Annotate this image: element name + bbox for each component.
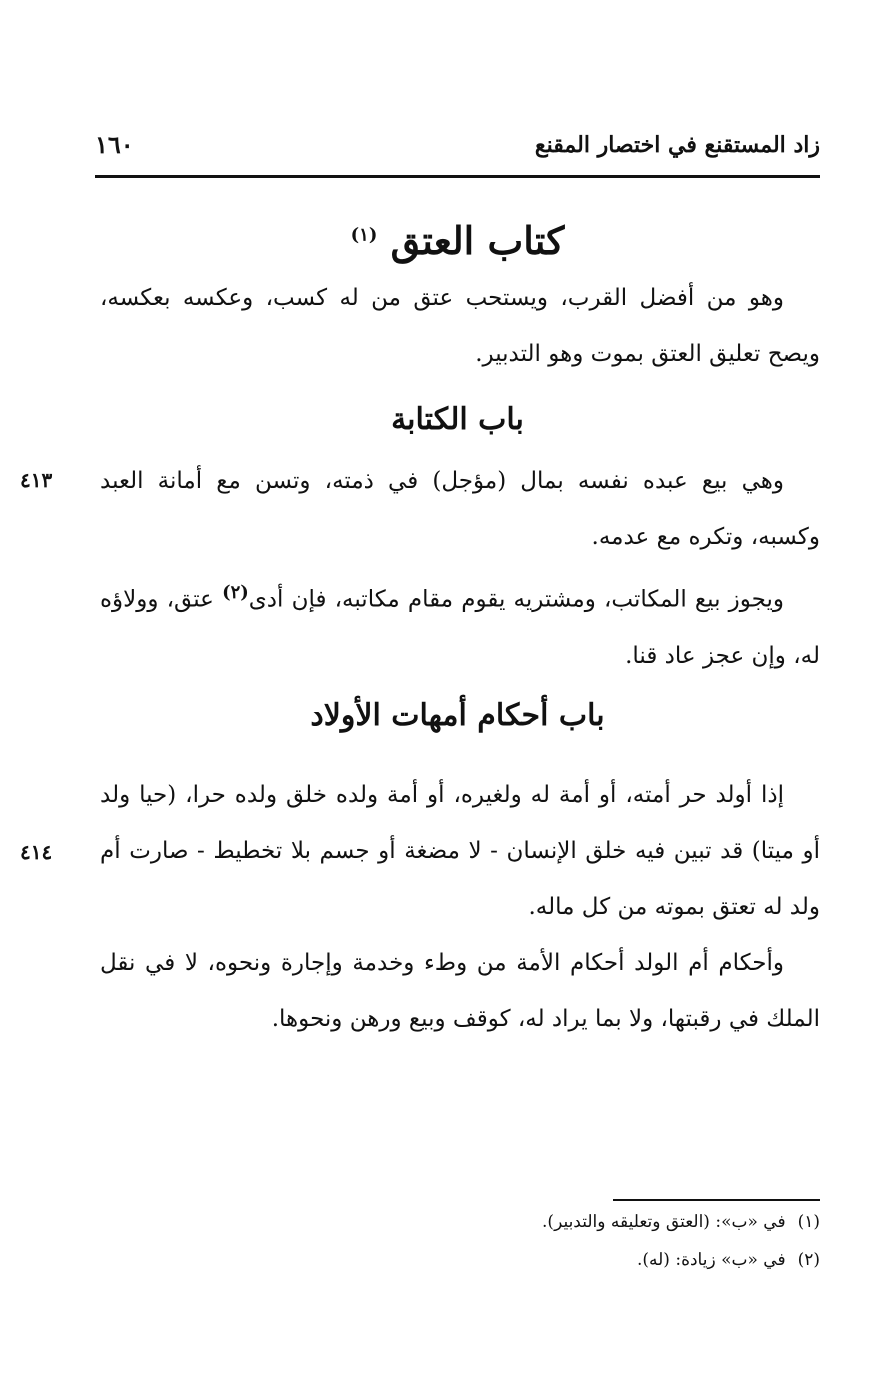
running-header bbox=[95, 128, 820, 172]
footnote-1-number: (١) bbox=[797, 1212, 820, 1232]
book-title-text: كتاب العتق bbox=[390, 218, 565, 263]
paragraph-kitaba-definition-text: وهي بيع عبده نفسه بمال (مؤجل) في ذمته، وتسن مع أمانة العبد وكسبه، وتكره مع عدمه. bbox=[100, 468, 820, 550]
footnote-ref-1: (١) bbox=[350, 224, 378, 246]
margin-number-414: ٤١٤ bbox=[20, 840, 53, 864]
chapter-title-kitaba: باب الكتابة bbox=[391, 402, 524, 437]
paragraph-itq bbox=[100, 270, 820, 382]
margin-number-413: ٤١٣ bbox=[20, 468, 53, 492]
header-rule bbox=[95, 175, 820, 178]
footnote-1-text: في «ب»: (العتق وتعليقه والتدبير). bbox=[542, 1212, 786, 1232]
paragraph-kitaba-sale bbox=[100, 565, 820, 684]
footnote-ref-2: (٢) bbox=[222, 582, 249, 603]
footnote-2-number: (٢) bbox=[797, 1250, 820, 1270]
paragraph-ummahat-rule-text: إذا أولد حر أمته، أو أمة له ولغيره، أو أمة ولده خلق ولده حرا، (حيا ولد أو ميتا) قد تبين فيه خلق الإنسان - لا مضغة أو جسم بلا تخطيط - صارت أم ولد له تعتق بموته من كل ماله. bbox=[100, 782, 820, 920]
paragraph-kitaba-sale-text-b: عتق، وولاؤه له، وإن عجز عاد قنا. bbox=[100, 586, 820, 669]
paragraph-ummahat-ahkam-text: وأحكام أم الولد أحكام الأمة من وطء وخدمة وإجارة ونحوه، لا في نقل الملك في رقبتها، ولا بما يراد له، كوقف وبيع ورهن ونحوها. bbox=[100, 950, 820, 1032]
chapter-title-ummahat: باب أحكام أمهات الأولاد bbox=[310, 698, 605, 733]
paragraph-ummahat-ahkam bbox=[100, 935, 820, 1047]
paragraph-ummahat-rule bbox=[100, 767, 820, 935]
page-number: ١٦٠ bbox=[95, 130, 134, 159]
book-title bbox=[95, 218, 820, 263]
footnote-rule bbox=[613, 1199, 820, 1201]
paragraph-kitaba-sale-text-a: ويجوز بيع المكاتب، ومشتريه يقوم مقام مكاتبه، فإن أدى bbox=[248, 586, 784, 613]
footnote-2 bbox=[637, 1250, 820, 1270]
running-title: زاد المستقنع في اختصار المقنع bbox=[534, 132, 820, 158]
footnote-2-text: في «ب» زيادة: (له). bbox=[636, 1250, 786, 1270]
paragraph-kitaba-definition bbox=[100, 453, 820, 565]
paragraph-itq-text: وهو من أفضل القرب، ويستحب عتق من له كسب، وعكسه بعكسه، ويصح تعليق العتق بموت وهو التدبير. bbox=[100, 285, 820, 367]
footnote-1 bbox=[542, 1212, 820, 1232]
